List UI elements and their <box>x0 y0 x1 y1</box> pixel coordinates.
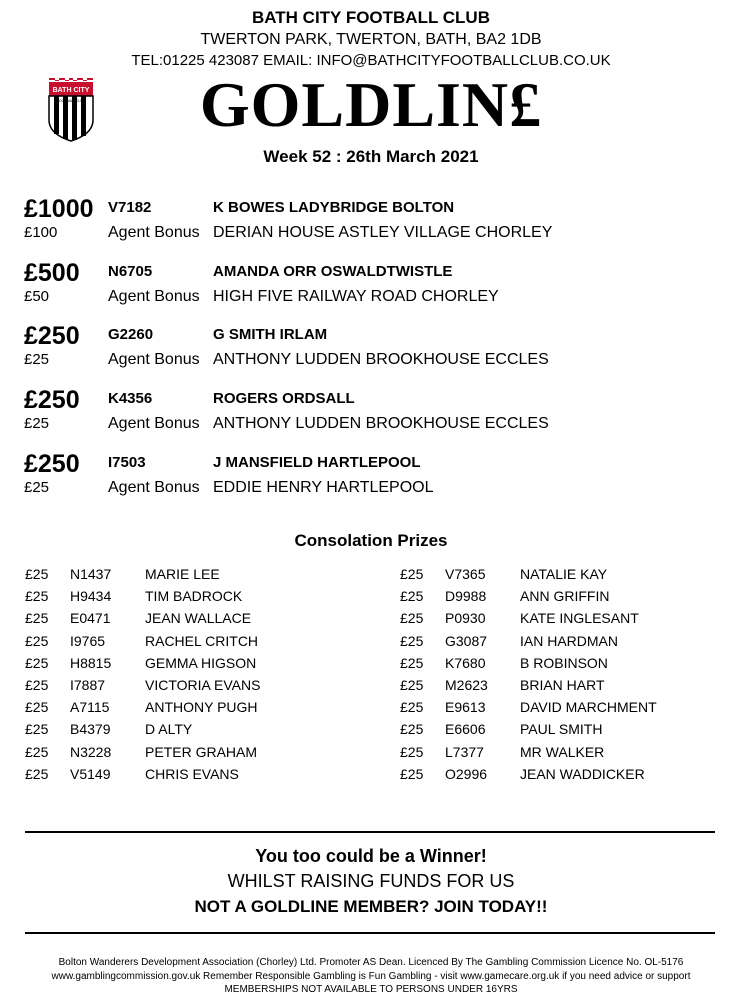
winner-code: I7503 <box>108 454 146 471</box>
prize-amount: £25 <box>25 610 49 627</box>
prize-amount: £25 <box>25 765 49 782</box>
winner-entry <box>24 322 724 372</box>
prize-amount: £25 <box>400 699 424 716</box>
club-name: BATH CITY FOOTBALL CLUB <box>252 8 490 27</box>
winner-name: JEAN WADDICKER <box>520 765 645 782</box>
winner-name: K BOWES LADYBRIDGE BOLTON <box>213 199 455 216</box>
bonus-label: Agent Bonus <box>108 479 200 496</box>
agent-name: HIGH FIVE RAILWAY ROAD CHORLEY <box>213 288 499 305</box>
prize-amount: £25 <box>25 588 49 605</box>
crest-subtext: FOOTBALL CLUB <box>56 99 86 103</box>
winner-code: V7182 <box>108 199 152 216</box>
promo-join: NOT A GOLDLINE MEMBER? JOIN TODAY!! <box>194 897 548 916</box>
winner-code: H9434 <box>70 588 112 605</box>
week-date: Week 52 : 26th March 2021 <box>263 147 479 166</box>
winner-name: G SMITH IRLAM <box>213 326 328 343</box>
winner-code: K7680 <box>445 654 486 671</box>
winner-code: N3228 <box>70 743 112 760</box>
winner-name: ANN GRIFFIN <box>520 588 610 605</box>
winner-name: JEAN WALLACE <box>145 610 252 627</box>
bonus-amount: £25 <box>24 415 50 432</box>
crest-text: BATH CITY <box>52 87 90 94</box>
winner-name: TIM BADROCK <box>145 588 243 605</box>
winner-name: ROGERS ORDSALL <box>213 390 355 407</box>
club-contact: TEL:01225 423087 EMAIL: INFO@BATHCITYFOOTBALLCLUB.CO.UK <box>131 52 611 69</box>
prize-amount: £25 <box>400 610 424 627</box>
winner-name: MR WALKER <box>520 743 605 760</box>
winner-name: NATALIE KAY <box>520 566 608 582</box>
winner-entry <box>24 386 724 436</box>
winner-name: CHRIS EVANS <box>145 765 239 782</box>
goldline-title: GOLDLIN£ <box>199 69 543 140</box>
prize-amount: £25 <box>25 699 49 716</box>
prize-amount: £25 <box>400 743 424 760</box>
prize-amount: £500 <box>24 259 80 287</box>
winner-name: IAN HARDMAN <box>520 632 619 649</box>
winner-code: B4379 <box>70 721 111 738</box>
winner-name: VICTORIA EVANS <box>145 676 261 693</box>
bonus-label: Agent Bonus <box>108 351 200 368</box>
agent-name: DERIAN HOUSE ASTLEY VILLAGE CHORLEY <box>213 224 553 241</box>
agent-name: ANTHONY LUDDEN BROOKHOUSE ECCLES <box>213 351 549 368</box>
bonus-amount: £25 <box>24 351 50 368</box>
winner-code: V5149 <box>70 765 111 782</box>
winner-code: N1437 <box>70 566 112 582</box>
winner-code: E6606 <box>445 721 486 738</box>
prize-amount: £25 <box>400 588 424 605</box>
winner-code: A7115 <box>70 699 110 716</box>
promo-subline: WHILST RAISING FUNDS FOR US <box>227 871 515 891</box>
winner-code: H8815 <box>70 654 112 671</box>
winner-code: N6705 <box>108 263 153 280</box>
winner-entry <box>24 259 724 309</box>
winner-name: MARIE LEE <box>145 566 220 582</box>
winner-name: GEMMA HIGSON <box>145 654 257 671</box>
winner-code: K4356 <box>108 390 153 407</box>
prize-amount: £25 <box>400 765 424 782</box>
winner-code: M2623 <box>445 676 488 693</box>
winner-code: P0930 <box>445 610 486 627</box>
winner-name: B ROBINSON <box>520 654 608 671</box>
winner-code: G2260 <box>108 326 154 343</box>
winner-name: DAVID MARCHMENT <box>520 699 657 716</box>
prize-amount: £25 <box>400 721 424 738</box>
winner-code: I9765 <box>70 632 106 649</box>
bonus-label: Agent Bonus <box>108 224 200 241</box>
winner-code: G3087 <box>445 632 488 649</box>
agent-name: EDDIE HENRY HARTLEPOOL <box>213 479 434 496</box>
winner-code: V7365 <box>445 566 486 582</box>
prize-amount: £1000 <box>24 195 94 223</box>
winner-code: I7887 <box>70 676 106 693</box>
footer-age-notice: MEMBERSHIPS NOT AVAILABLE TO PERSONS UNDER 16YRS <box>224 984 518 995</box>
bonus-label: Agent Bonus <box>108 415 200 432</box>
bonus-amount: £50 <box>24 288 50 305</box>
winner-entry <box>24 195 724 245</box>
bonus-label: Agent Bonus <box>108 288 200 305</box>
divider <box>25 932 715 934</box>
prize-amount: £250 <box>24 322 80 350</box>
bonus-amount: £25 <box>24 479 50 496</box>
winner-code: E9613 <box>445 699 486 716</box>
prize-amount: £25 <box>400 654 424 671</box>
winner-name: KATE INGLESANT <box>520 610 639 627</box>
prize-amount: £25 <box>25 743 49 760</box>
consolation-title: Consolation Prizes <box>294 531 448 550</box>
prize-amount: £25 <box>400 632 424 649</box>
winner-code: E0471 <box>70 610 111 627</box>
prize-amount: £25 <box>25 721 49 738</box>
prize-amount: £250 <box>24 450 80 478</box>
winner-name: PETER GRAHAM <box>145 743 258 760</box>
winner-code: L7377 <box>445 743 484 760</box>
prize-amount: £25 <box>400 566 424 582</box>
bonus-amount: £100 <box>24 224 58 241</box>
footer-responsible-gambling: www.gamblingcommission.gov.uk Remember Responsible Gambling is Fun Gambling - visit www.gamecare.org.uk if you need advice or support <box>51 971 691 982</box>
winner-name: PAUL SMITH <box>520 721 603 738</box>
prize-amount: £250 <box>24 386 80 414</box>
prize-amount: £25 <box>400 676 424 693</box>
winner-name: D ALTY <box>145 721 193 738</box>
winner-name: RACHEL CRITCH <box>145 632 259 649</box>
winner-name: AMANDA ORR OSWALDTWISTLE <box>213 263 453 280</box>
promo-headline: You too could be a Winner! <box>255 846 487 866</box>
divider <box>25 831 715 833</box>
winner-name: BRIAN HART <box>520 676 605 693</box>
footer-licence: Bolton Wanderers Development Association (Chorley) Ltd. Promoter AS Dean. Licenced By The Gambling Commission Licence No. OL-5176 <box>58 957 684 968</box>
agent-name: ANTHONY LUDDEN BROOKHOUSE ECCLES <box>213 415 549 432</box>
winner-name: ANTHONY PUGH <box>145 699 258 716</box>
prize-amount: £25 <box>25 632 49 649</box>
prize-amount: £25 <box>25 566 49 582</box>
winner-name: J MANSFIELD HARTLEPOOL <box>213 454 421 471</box>
winner-code: D9988 <box>445 588 487 605</box>
prize-amount: £25 <box>25 676 49 693</box>
prize-amount: £25 <box>25 654 49 671</box>
winner-code: O2996 <box>445 765 488 782</box>
winner-entry <box>24 450 724 500</box>
club-address: TWERTON PARK, TWERTON, BATH, BA2 1DB <box>200 31 542 48</box>
